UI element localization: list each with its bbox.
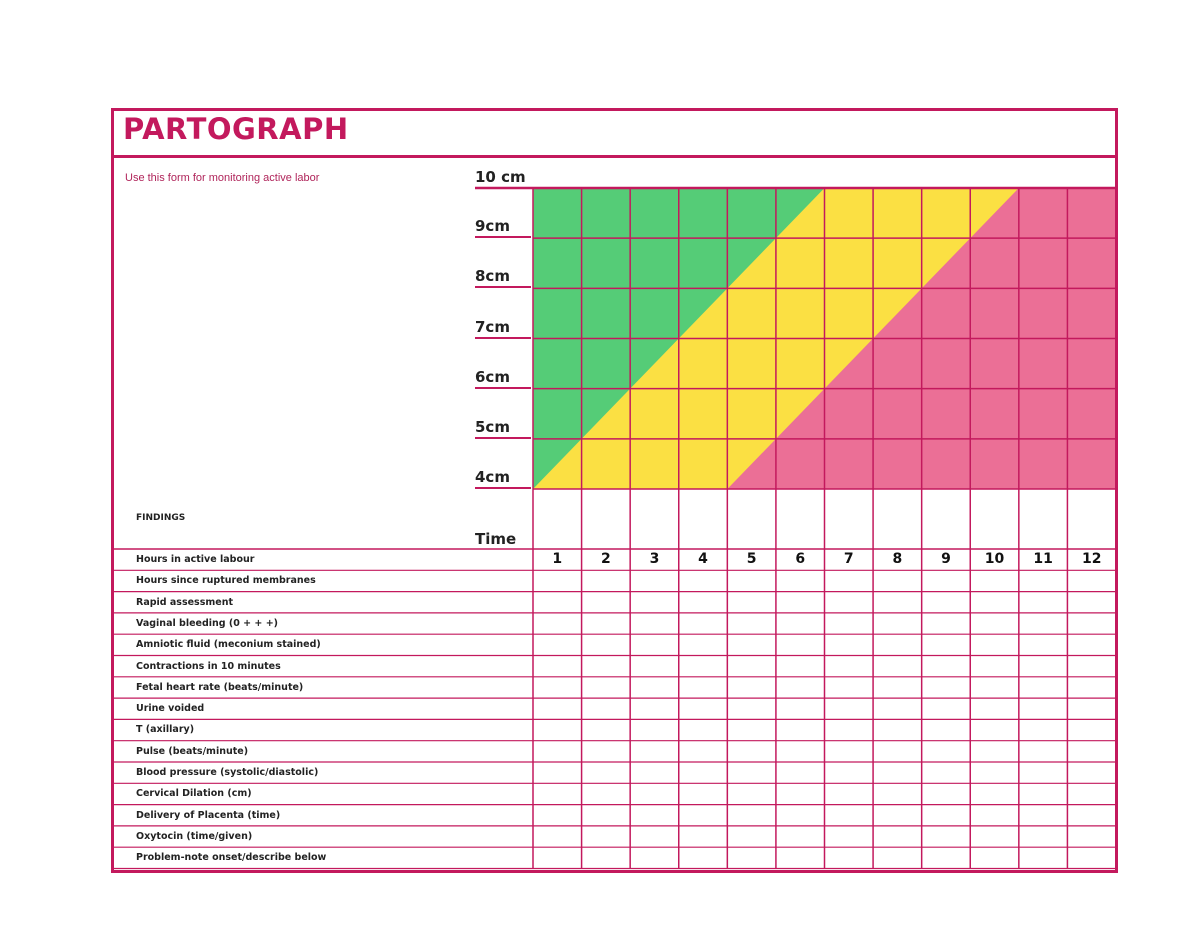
dilation-label: 6cm: [475, 368, 531, 389]
hour-label: 11: [1033, 551, 1053, 567]
findings-row-label: Contractions in 10 minutes: [136, 660, 281, 672]
form-instructions: Use this form for monitoring active labor: [125, 172, 320, 184]
hour-label: 12: [1081, 551, 1102, 567]
hour-label: 5: [746, 551, 757, 567]
findings-row-label: Fetal heart rate (beats/minute): [136, 681, 304, 693]
hour-label: 4: [698, 551, 708, 567]
dilation-label: 9cm: [475, 217, 531, 238]
hour-label: 10: [984, 551, 1005, 567]
findings-row-label: Amniotic fluid (meconium stained): [136, 639, 321, 651]
hour-label: 1: [552, 551, 563, 567]
findings-row-label: Oxytocin (time/given): [136, 830, 253, 842]
dilation-label: 4cm: [475, 468, 531, 489]
dilation-label: 8cm: [475, 267, 531, 288]
hour-label: 7: [843, 551, 854, 567]
form-frame: [111, 108, 1118, 873]
findings-row-label: Problem-note onset/describe below: [136, 852, 327, 864]
hour-label: 9: [941, 551, 951, 567]
findings-row-label: Hours since ruptured membranes: [136, 575, 316, 587]
hour-label: 2: [601, 551, 611, 567]
findings-row-label: Pulse (beats/minute): [136, 745, 249, 757]
dilation-label: 5cm: [475, 418, 531, 439]
findings-row-label: Hours in active labour: [136, 554, 255, 565]
hour-label: 6: [795, 551, 806, 567]
dilation-label: 10 cm: [475, 168, 526, 186]
findings-row-label: Blood pressure (systolic/diastolic): [136, 767, 319, 778]
findings-row-label: Urine voided: [136, 703, 205, 715]
findings-row-label: Rapid assessment: [136, 596, 234, 608]
hour-label: 8: [892, 551, 903, 567]
page-title: PARTOGRAPH: [123, 112, 349, 146]
findings-row-label: Delivery of Placenta (time): [136, 809, 281, 821]
time-heading: Time: [475, 530, 517, 548]
findings-heading: FINDINGS: [136, 513, 186, 523]
hour-label: 3: [649, 551, 660, 567]
findings-row-label: T (axillary): [136, 724, 195, 736]
findings-row-label: Cervical Dilation (cm): [136, 788, 252, 800]
findings-row-label: Vaginal bleeding (0 + + +): [136, 617, 279, 629]
dilation-label: 7cm: [475, 318, 531, 339]
